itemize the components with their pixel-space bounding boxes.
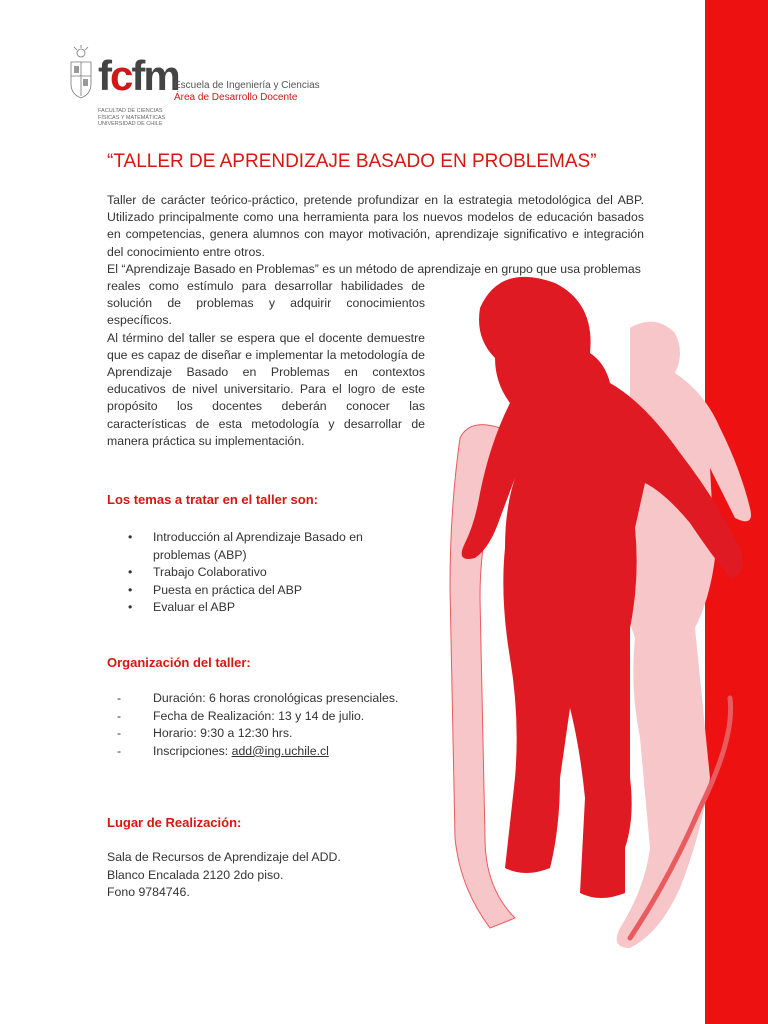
faculty-name: FACULTAD DE CIENCIAS FÍSICAS Y MATEMÁTICAS UNIVERSIDAD DE CHILE: [98, 108, 166, 127]
intro-paragraph-3: reales como estímulo para desarrollar habilidades de solución de problemas y adquirir conocimientos específicos.: [107, 279, 425, 328]
wordmark-text: fcfm: [98, 52, 179, 99]
organization-heading: Organización del taller:: [107, 655, 251, 670]
topics-list: [128, 529, 388, 617]
department-name: Área de Desarrollo Docente: [174, 92, 298, 103]
list-item: - Fecha de Realización: 13 y 14 de julio.: [117, 708, 437, 726]
intro-text: [107, 192, 644, 450]
fcfm-logo: [66, 44, 320, 134]
list-item: • Puesta en práctica del ABP: [128, 582, 388, 600]
intro-paragraph-1: Taller de carácter teórico-práctico, pretende profundizar en la estrategia metodológica del ABP. Utilizado principalmente como una herramienta para los nuevos modelos de educación basados en competencias, genera alumnos con mayor motivación, aprendizaje significativo e integración del conocimiento entre otros.: [107, 193, 644, 259]
fcfm-wordmark: [98, 52, 179, 100]
university-crest-icon: [66, 44, 96, 130]
list-item: • Trabajo Colaborativo: [128, 564, 388, 582]
intro-paragraph-2: El “Aprendizaje Basado en Problemas” es un método de aprendizaje en grupo que usa problemas: [107, 261, 641, 276]
list-item: - Horario: 9:30 a 12:30 hrs.: [117, 725, 437, 743]
list-item: • Evaluar el ABP: [128, 599, 388, 617]
location-text: [107, 849, 341, 902]
registration-email-link[interactable]: add@ing.uchile.cl: [231, 743, 329, 758]
registration-label: Inscripciones:: [153, 743, 232, 758]
page-title: “TALLER DE APRENDIZAJE BASADO EN PROBLEMAS”: [107, 151, 597, 172]
topics-heading: Los temas a tratar en el taller son:: [107, 492, 318, 507]
school-name: Escuela de Ingeniería y Ciencias: [174, 80, 320, 91]
intro-paragraph-4: Al término del taller se espera que el docente demuestre que es capaz de diseñar e implementar la metodología de Aprendizaje Basado en Problemas en contextos educativos de nivel universitario. Para el logro de este propósito los docentes deberán conocer las características de esta metodología y desarrollar de manera práctica su implementación.: [107, 330, 425, 448]
location-line-2: Blanco Encalada 2120 2do piso.: [107, 867, 284, 882]
organization-list: [117, 690, 437, 760]
location-line-3: Fono 9784746.: [107, 885, 190, 900]
list-item: [117, 743, 437, 761]
list-item: • Introducción al Aprendizaje Basado en problemas (ABP): [128, 529, 388, 564]
location-heading: Lugar de Realización:: [107, 815, 242, 830]
location-line-1: Sala de Recursos de Aprendizaje del ADD.: [107, 850, 341, 864]
list-item: - Duración: 6 horas cronológicas presenciales.: [117, 690, 437, 708]
